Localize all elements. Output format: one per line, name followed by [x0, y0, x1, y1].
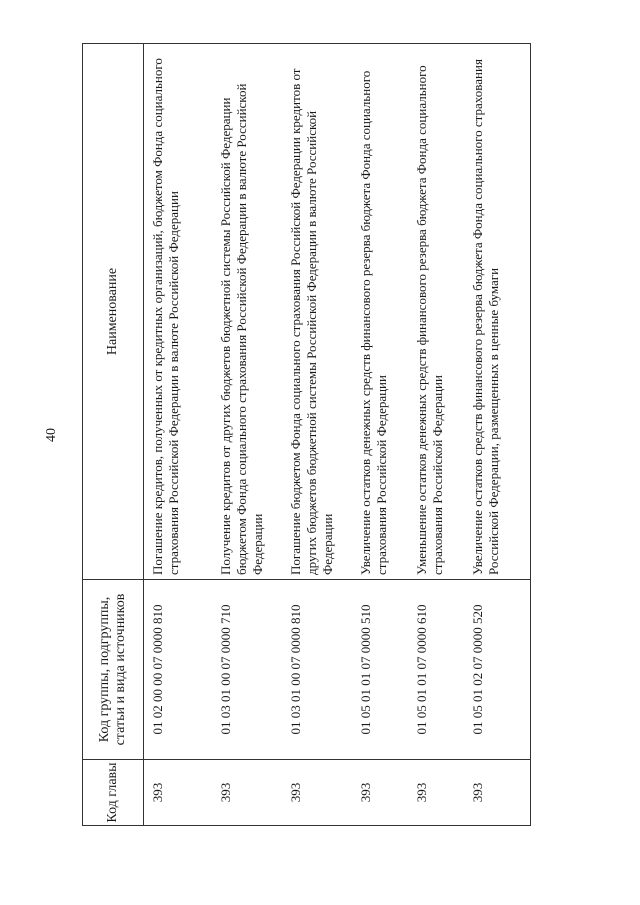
table-header-row [83, 44, 144, 826]
header-chapter-code: Код главы [83, 760, 144, 826]
table-row [408, 44, 464, 826]
source-code-cell: 01 03 01 00 07 0000 710 [212, 580, 282, 760]
source-code-cell: 01 02 00 00 07 0000 810 [144, 580, 213, 760]
table-row [352, 44, 408, 826]
table-row [212, 44, 282, 826]
header-source-code: Код группы, подгруппы, статьи и вида источников [83, 580, 144, 760]
table-row [144, 44, 213, 826]
chapter-code-cell: 393 [282, 760, 352, 826]
name-cell: Погашение кредитов, полученных от кредитных организаций, бюджетом Фонда социального страхования Российской Федерации в валюте Российской Федерации [144, 44, 213, 580]
chapter-code-cell: 393 [352, 760, 408, 826]
name-cell: Увеличение остатков средств финансового резерва бюджета Фонда социального страхования Российской Федерации, размещенных в ценные бумаги [464, 44, 531, 580]
name-cell: Погашение бюджетом Фонда социального страхования Российской Федерации кредитов от других бюджетов бюджетной системы Российской Федерации в валюте Российской Федерации [282, 44, 352, 580]
table-row [464, 44, 531, 826]
page-number: 40 [44, 428, 59, 442]
chapter-code-cell: 393 [212, 760, 282, 826]
source-code-cell: 01 05 01 01 07 0000 510 [352, 580, 408, 760]
chapter-code-cell: 393 [408, 760, 464, 826]
header-name: Наименование [83, 44, 144, 580]
chapter-code-cell: 393 [144, 760, 213, 826]
chapter-code-cell: 393 [464, 760, 531, 826]
name-cell: Уменьшение остатков денежных средств финансового резерва бюджета Фонда социального страхования Российской Федерации [408, 44, 464, 580]
rotated-table-container [82, 44, 501, 826]
name-cell: Увеличение остатков денежных средств финансового резерва бюджета Фонда социального страхования Российской Федерации [352, 44, 408, 580]
source-code-cell: 01 05 01 02 07 0000 520 [464, 580, 531, 760]
source-code-cell: 01 05 01 01 07 0000 610 [408, 580, 464, 760]
table-row [282, 44, 352, 826]
sources-table [82, 43, 531, 826]
source-code-cell: 01 03 01 00 07 0000 810 [282, 580, 352, 760]
name-cell: Получение кредитов от других бюджетов бюджетной системы Российской Федерации бюджетом Фонда социального страхования Российской Федерации в валюте Российской Федерации [212, 44, 282, 580]
